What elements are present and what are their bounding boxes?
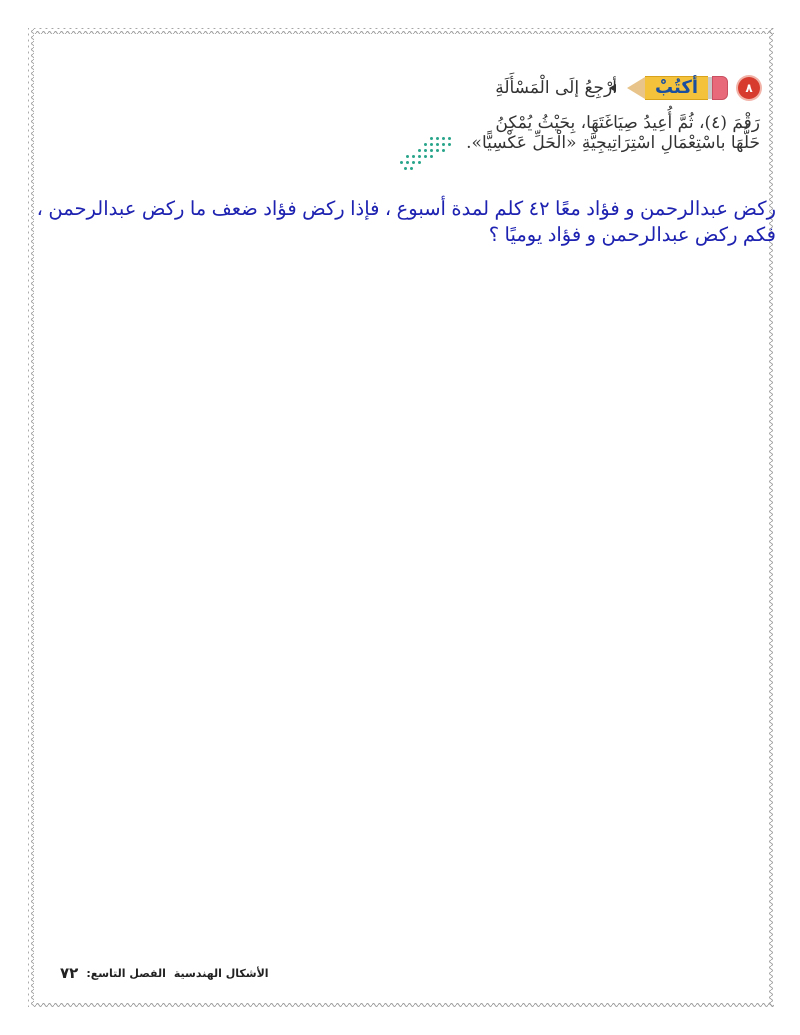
answer-text: ركض عبدالرحمن و فؤاد معًا ٤٢ كلم لمدة أسبوع ، فإذا ركض فؤاد ضعف ما ركض عبدالرحمن ، فكم ركض عبدالرحمن و فؤاد يوميًا ؟ [36, 198, 776, 246]
pencil-band [708, 77, 712, 99]
pencil-tip [627, 77, 645, 99]
question-heading [240, 70, 760, 106]
pencil-eraser [712, 76, 728, 100]
page-number: ٧٢ [60, 964, 79, 982]
pencil-icon [627, 76, 728, 100]
question-heading-text: أرْجِعُ إلَى الْمَسْأَلَةِ [495, 78, 617, 98]
question-line-1: رَقْمَ (٤)، ثُمَّ أُعِيدُ صِيَاغَتَهَا، بِحَيْثُ يُمْكِنُ [495, 113, 760, 133]
watermark-dots-logo [400, 135, 456, 175]
footer-chapter: الفصل التاسع: [86, 966, 166, 980]
question-number-badge: ٨ [738, 77, 760, 99]
question-line-2: حَلُّهَا باسْتِعْمَالِ اسْتِرَاتِيجِيَّةِ «الْحَلِّ عَكْسِيًّا». [466, 133, 760, 153]
question-8 [240, 70, 760, 152]
write-label: أكتُبْ [645, 76, 708, 100]
footer-title: الأشكال الهندسية [173, 966, 269, 980]
page-footer [60, 964, 269, 982]
